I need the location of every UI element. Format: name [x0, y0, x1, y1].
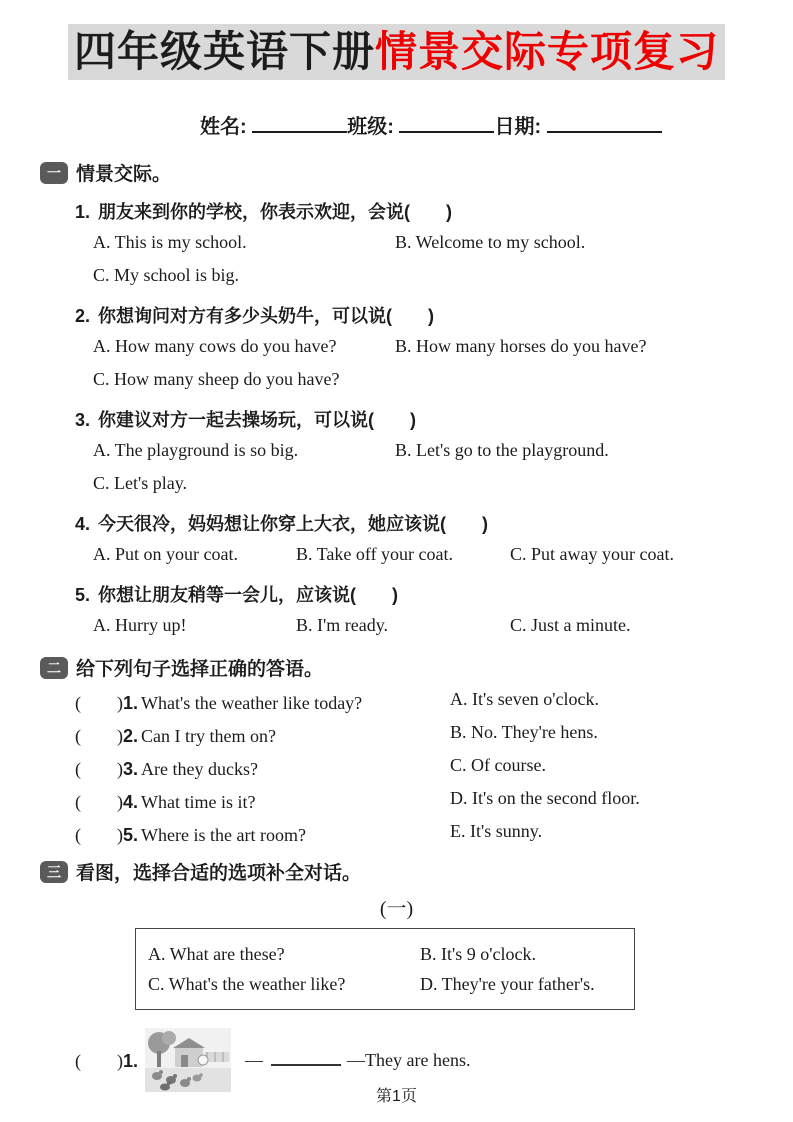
question-text: 朋友来到你的学校，你表示欢迎，会说( ): [98, 202, 453, 222]
date-label: 日期:: [494, 116, 542, 138]
question-text: 你想让朋友稍等一会儿，应该说( ): [98, 585, 399, 605]
option-a: A. Hurry up!: [93, 615, 187, 635]
section-three-badge-icon: 三: [40, 861, 68, 883]
box-option-d: D. They're your father's.: [420, 973, 595, 994]
option-a: A. How many cows do you have?: [93, 336, 337, 356]
match-number: 1.: [123, 693, 139, 713]
option-b: B. Let's go to the playground.: [395, 440, 609, 460]
dash-before-blank: —: [245, 1049, 264, 1070]
question-text: 今天很冷，妈妈想让你穿上大衣，她应该说( ): [98, 514, 489, 534]
question-3: [75, 406, 793, 431]
box-row-2: [148, 969, 622, 999]
title-banner: [0, 0, 793, 80]
question-number: 4.: [75, 514, 91, 534]
option-c: C. Put away your coat.: [510, 544, 674, 564]
option-b: B. I'm ready.: [296, 615, 389, 635]
dialog-response: —They are hens.: [347, 1049, 471, 1070]
match-answer: D. It's on the second floor.: [450, 788, 640, 808]
question-number: 2.: [75, 306, 91, 326]
match-answer: C. Of course.: [450, 755, 546, 775]
section-two-badge-icon: 二: [40, 657, 68, 679]
question-4-options: [93, 544, 793, 568]
question-3-options-c: [93, 473, 793, 497]
question-3-options-ab: [93, 440, 793, 464]
match-question: Are they ducks?: [141, 759, 258, 779]
match-row-3: [75, 755, 793, 779]
question-2: [75, 302, 793, 327]
question-4: [75, 510, 793, 535]
match-question: Where is the art room?: [141, 825, 306, 845]
answer-paren: ( ): [75, 1051, 123, 1071]
option-c: C. Just a minute.: [510, 615, 631, 635]
question-number: 5.: [75, 585, 91, 605]
date-blank: [547, 117, 662, 133]
question-text: 你想询问对方有多少头奶牛，可以说( ): [98, 306, 435, 326]
dialog-options-box: [135, 928, 635, 1010]
section-3-header: [40, 859, 793, 884]
page-number: 第1页: [376, 1088, 417, 1105]
answer-paren: ( ): [75, 825, 123, 845]
section-1-title: 情景交际。: [76, 164, 172, 185]
section-2-header: [40, 655, 793, 680]
dialog-subtitle: (一): [379, 898, 414, 920]
answer-paren: ( ): [75, 759, 123, 779]
box-option-c: C. What's the weather like?: [148, 973, 346, 994]
option-a: A. The playground is so big.: [93, 440, 299, 460]
dialog-blank: [271, 1054, 341, 1066]
match-row-2: [75, 722, 793, 746]
answer-paren: ( ): [75, 726, 123, 746]
option-a: A. This is my school.: [93, 232, 247, 252]
name-label: 姓名:: [200, 116, 247, 138]
match-answer: E. It's sunny.: [450, 821, 543, 841]
question-number: 1.: [75, 202, 91, 222]
option-a: A. Put on your coat.: [93, 544, 238, 564]
class-label: 班级:: [347, 116, 394, 138]
match-question: What's the weather like today?: [141, 693, 363, 713]
box-option-a: A. What are these?: [148, 943, 285, 964]
item-number: 1.: [123, 1051, 139, 1071]
match-number: 2.: [123, 726, 139, 746]
class-blank: [399, 117, 494, 133]
question-5-options: [93, 615, 793, 639]
match-number: 3.: [123, 759, 139, 779]
match-row-4: [75, 788, 793, 812]
box-row-1: [148, 939, 622, 969]
question-text: 你建议对方一起去操场玩，可以说( ): [98, 410, 417, 430]
page-title-black: 四年级英语下册: [73, 28, 375, 75]
option-b: B. Take off your coat.: [296, 544, 454, 564]
match-number: 4.: [123, 792, 139, 812]
question-1-options-c: [93, 265, 793, 289]
option-c: C. My school is big.: [93, 265, 240, 285]
question-5: [75, 581, 793, 606]
option-c: C. How many sheep do you have?: [93, 369, 340, 389]
question-number: 3.: [75, 410, 91, 430]
name-blank: [252, 117, 347, 133]
section-2-title: 给下列句子选择正确的答语。: [76, 659, 324, 680]
page-title: [68, 24, 725, 80]
box-option-b: B. It's 9 o'clock.: [420, 943, 536, 964]
option-b: B. Welcome to my school.: [395, 232, 586, 252]
section-3-title: 看图，选择合适的选项补全对话。: [76, 863, 362, 884]
question-1: [75, 198, 793, 223]
page-title-red: 情景交际专项复习: [375, 28, 720, 75]
match-number: 5.: [123, 825, 139, 845]
match-answer: B. No. They're hens.: [450, 722, 598, 742]
question-2-options-c: [93, 369, 793, 393]
section-one-badge-icon: 一: [40, 162, 68, 184]
match-question: Can I try them on?: [141, 726, 276, 746]
match-answer: A. It's seven o'clock.: [450, 689, 599, 709]
student-info-line: [200, 110, 793, 136]
question-1-options-ab: [93, 232, 793, 256]
section-1-header: [40, 160, 793, 185]
option-c: C. Let's play.: [93, 473, 188, 493]
match-question: What time is it?: [141, 792, 256, 812]
answer-paren: ( ): [75, 693, 123, 713]
answer-paren: ( ): [75, 792, 123, 812]
match-row-1: [75, 689, 793, 713]
question-2-options-ab: [93, 336, 793, 360]
option-b: B. How many horses do you have?: [395, 336, 647, 356]
match-row-5: [75, 821, 793, 845]
